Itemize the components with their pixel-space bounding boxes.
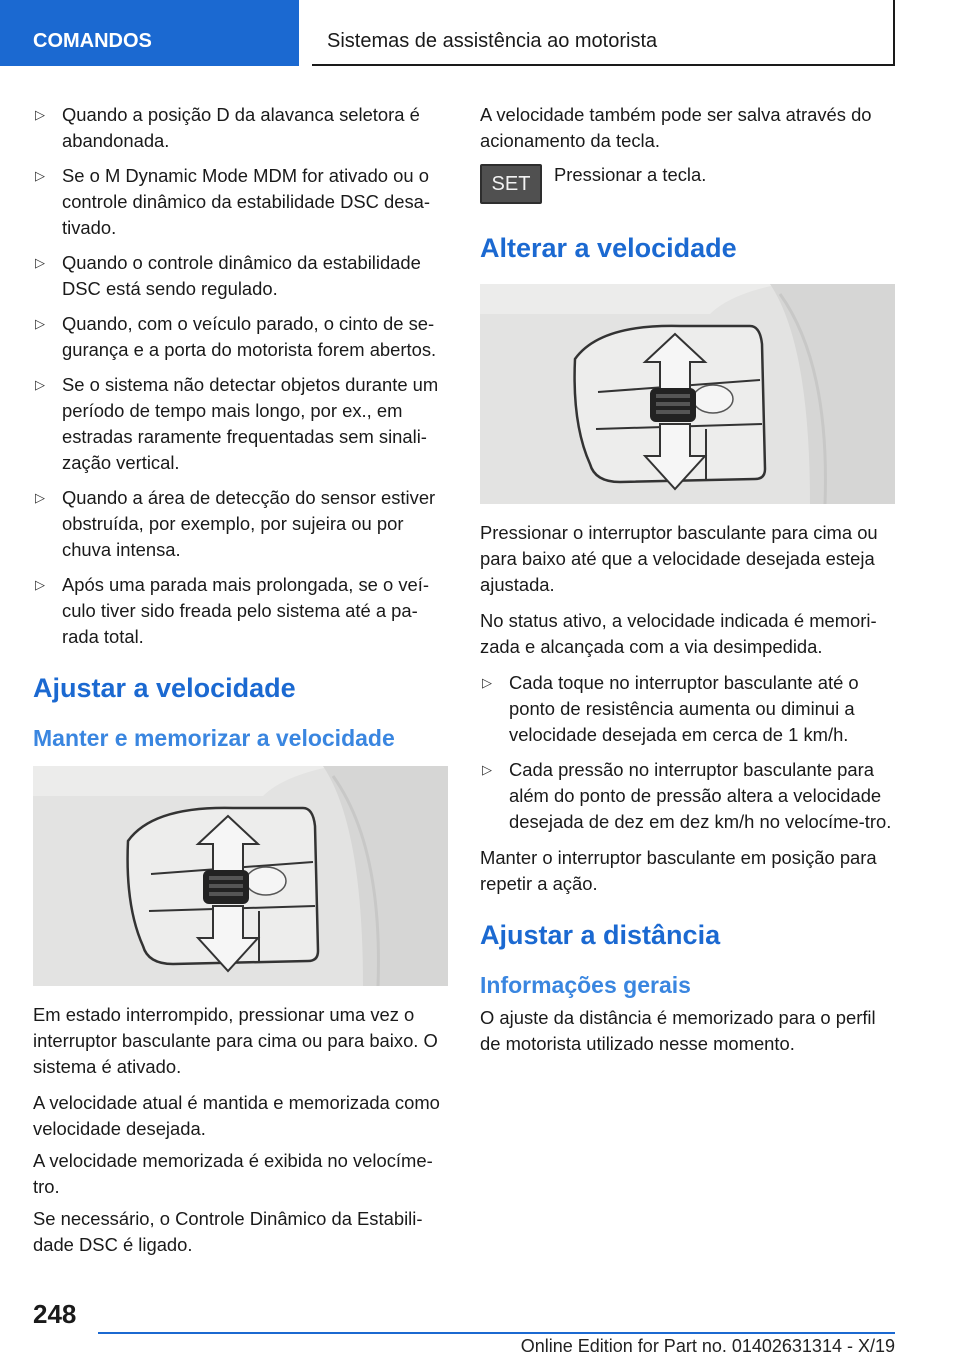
steering-wheel-rocker-figure <box>33 766 448 986</box>
footer-edition: Online Edition for Part no. 01402631314 - X/19 <box>520 1336 895 1356</box>
list-item: ▷ Se o M Dynamic Mode MDM for ativado ou o controle dinâmico da estabilidade DSC desa-tivado. <box>35 165 431 238</box>
subheading-general-info: Informações gerais <box>480 972 691 998</box>
page-number: 248 <box>33 1299 77 1329</box>
triangle-bullet-icon: ▷ <box>35 577 45 592</box>
section-heading-adjust-speed: Ajustar a velocidade <box>33 673 296 703</box>
list-item: ▷ Quando, com o veículo parado, o cinto de se-gurança e a porta do motorista forem abertos. <box>35 313 437 360</box>
paragraph: No status ativo, a velocidade indicada é memori-zada e alcançada com a via desimpedida. <box>480 610 877 657</box>
list-item: ▷ Cada pressão no interruptor basculante para além do ponto de pressão altera a velocidade desejada de dez em dez km/h no velocíme-tro. <box>482 759 892 832</box>
paragraph: Pressionar o interruptor basculante para cima ou para baixo até que a velocidade desejada esteja ajustada. <box>480 522 878 595</box>
paragraph: Em estado interrompido, pressionar uma vez o interruptor basculante para cima ou para baixo. O sistema é ativado. <box>33 1004 438 1077</box>
list-item: ▷ Quando a área de detecção do sensor estiver obstruída, por exemplo, por sujeira ou por chuva intensa. <box>35 487 436 560</box>
triangle-bullet-icon: ▷ <box>35 168 45 183</box>
section-title: COMANDOS <box>33 30 152 52</box>
condition-list <box>33 102 448 650</box>
triangle-bullet-icon: ▷ <box>35 107 45 122</box>
paragraph: O ajuste da distância é memorizado para o perfil de motorista utilizado nesse momento. <box>480 1007 876 1054</box>
triangle-bullet-icon: ▷ <box>35 316 45 331</box>
section-heading-adjust-distance: Ajustar a distância <box>480 920 721 950</box>
section-heading-change-speed: Alterar a velocidade <box>480 233 737 263</box>
paragraph: A velocidade atual é mantida e memorizada como velocidade desejada. <box>33 1092 440 1139</box>
list-item: ▷ Quando a posição D da alavanca seletora é abandonada. <box>35 104 420 151</box>
paragraph: A velocidade memorizada é exibida no velocíme-tro. <box>33 1150 433 1197</box>
set-key-instruction: Pressionar a tecla. <box>554 164 707 185</box>
footer-divider <box>98 1332 895 1334</box>
set-key-row <box>480 164 895 212</box>
triangle-bullet-icon: ▷ <box>35 255 45 270</box>
steering-wheel-rocker-figure-2 <box>480 284 895 504</box>
adjust-list <box>480 670 895 835</box>
right-column <box>480 102 895 1067</box>
left-column <box>33 102 448 1268</box>
chapter-title: Sistemas de assistência ao motorista <box>327 30 658 52</box>
chapter-header <box>312 0 895 66</box>
paragraph: A velocidade também pode ser salva através do acionamento da tecla. <box>480 104 872 151</box>
list-item: ▷ Após uma parada mais prolongada, se o veí-culo tiver sido freada pelo sistema até a pa-rada total. <box>35 574 430 647</box>
set-key-icon: SET <box>480 164 542 204</box>
triangle-bullet-icon: ▷ <box>35 490 45 505</box>
triangle-bullet-icon: ▷ <box>482 675 492 690</box>
triangle-bullet-icon: ▷ <box>482 762 492 777</box>
triangle-bullet-icon: ▷ <box>35 377 45 392</box>
paragraph: Manter o interruptor basculante em posição para repetir a ação. <box>480 847 877 894</box>
list-item: ▷ Se o sistema não detectar objetos durante um período de tempo mais longo, por ex., em estradas raramente frequentadas sem sinali-zação vertical. <box>35 374 439 473</box>
section-tab <box>0 0 299 66</box>
subheading-keep-speed: Manter e memorizar a velocidade <box>33 725 395 751</box>
list-item: ▷ Quando o controle dinâmico da estabilidade DSC está sendo regulado. <box>35 252 421 299</box>
list-item: ▷ Cada toque no interruptor basculante até o ponto de resistência aumenta ou diminui a velocidade desejada em cerca de 1 km/h. <box>482 672 859 745</box>
paragraph: Se necessário, o Controle Dinâmico da Estabili-dade DSC é ligado. <box>33 1208 423 1255</box>
